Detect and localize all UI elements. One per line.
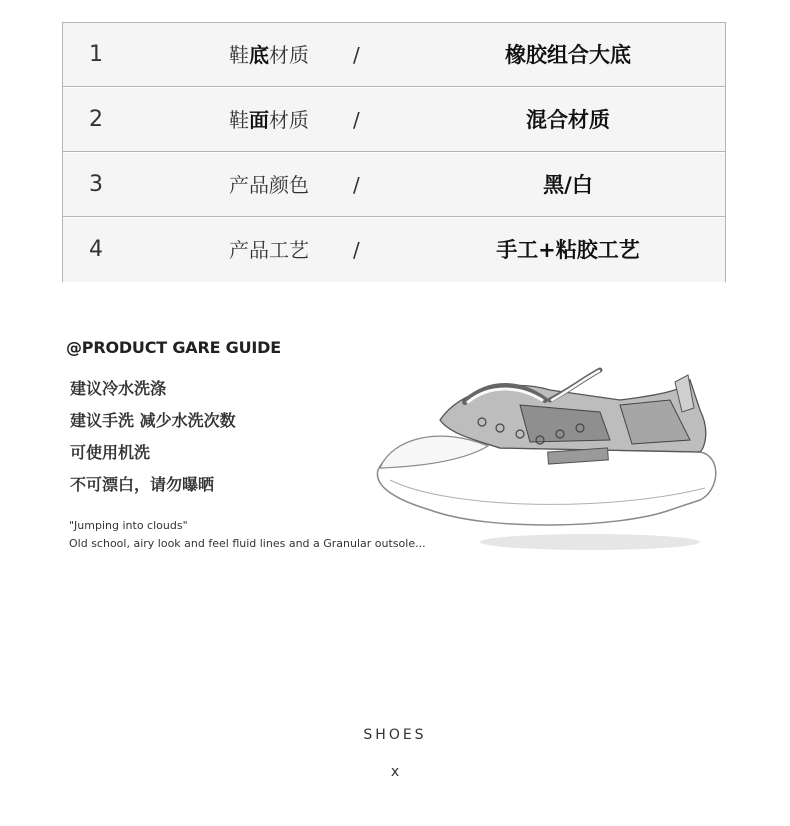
row-number: 3: [89, 172, 103, 197]
care-instruction: 可使用机洗: [70, 443, 151, 462]
row-label: 鞋面材质: [229, 108, 309, 132]
row-label: 产品颜色: [229, 173, 309, 197]
spec-table: [62, 22, 726, 282]
care-instruction: 建议手洗 减少水洗次数: [70, 411, 236, 430]
row-number: 2: [89, 107, 103, 132]
category-label: SHOES: [363, 727, 427, 743]
row-number: 4: [89, 237, 103, 262]
row-separator: /: [353, 43, 360, 67]
row-value: 混合材质: [526, 108, 610, 132]
row-number: 1: [89, 42, 103, 67]
row-label: 产品工艺: [229, 238, 309, 262]
row-separator: /: [353, 173, 360, 197]
row-value: 橡胶组合大底: [505, 43, 631, 67]
row-value: 手工+粘胶工艺: [496, 238, 640, 262]
spec-row-upper: [63, 88, 725, 152]
row-value: 黑/白: [543, 173, 593, 197]
row-separator: /: [353, 238, 360, 262]
tagline-description: Old school, airy look and feel fluid lines and a Granular outsole...: [69, 537, 426, 550]
care-guide-title: @PRODUCT GARE GUIDE: [66, 338, 281, 357]
sneaker-sketch-image: [370, 360, 730, 560]
spec-row-craft: [63, 218, 725, 282]
care-instruction: 建议冷水洗涤: [70, 379, 167, 398]
spec-row-sole: [63, 23, 725, 87]
care-instruction: 不可漂白，请勿曝晒: [70, 475, 215, 494]
row-separator: /: [353, 108, 360, 132]
spec-row-color: [63, 153, 725, 217]
row-label: 鞋底材质: [229, 43, 309, 67]
close-icon[interactable]: x: [390, 764, 400, 780]
tagline-quote: "Jumping into clouds": [69, 519, 188, 532]
